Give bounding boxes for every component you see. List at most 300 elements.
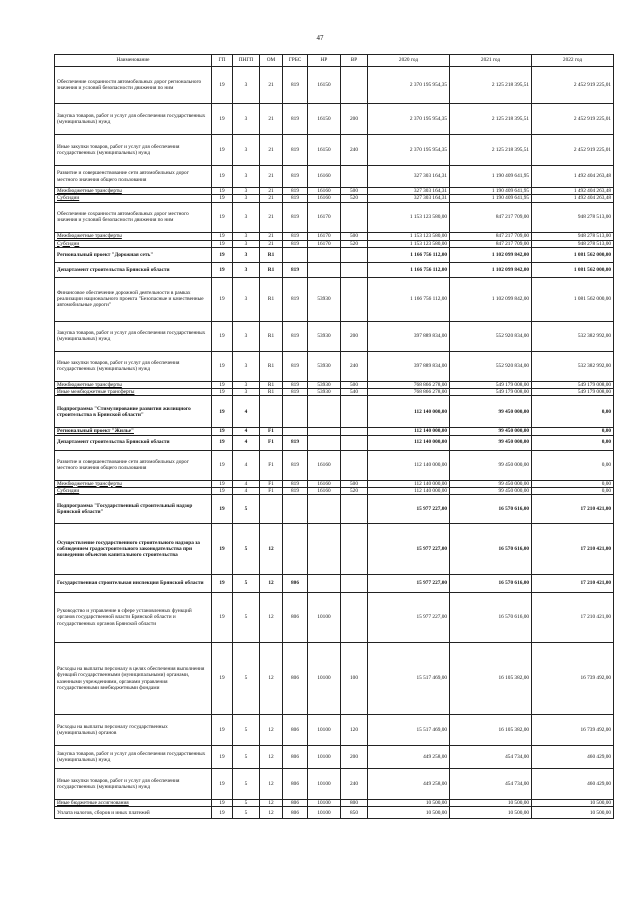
cell-2021: 16 570 616,00: [450, 524, 532, 575]
cell-grbs: 819: [283, 450, 308, 480]
table-row: [55, 769, 614, 800]
cell-vr: [341, 495, 368, 524]
cell-2021: 99 450 000,00: [450, 487, 532, 494]
cell-2021: 16 105 382,00: [450, 715, 532, 746]
cell-vr: 540: [341, 389, 368, 396]
cell-nr: 16150: [308, 67, 341, 104]
cell-grbs: 819: [283, 389, 308, 396]
cell-2020: 112 140 000,00: [368, 480, 450, 487]
cell-nr: [308, 495, 341, 524]
cell-grbs: 806: [283, 575, 308, 593]
cell-pngp: 3: [233, 195, 260, 202]
cell-vr: 500: [341, 480, 368, 487]
cell-gp: 19: [212, 232, 233, 240]
cell-om: R1: [260, 321, 283, 351]
cell-2021: 16 570 616,00: [450, 593, 532, 643]
cell-grbs: 819: [283, 435, 308, 450]
cell-om: 21: [260, 104, 283, 135]
cell-om: R1: [260, 351, 283, 381]
cell-gp: 19: [212, 351, 233, 381]
budget-table: [54, 54, 614, 819]
cell-om: 12: [260, 746, 283, 769]
cell-gp: 19: [212, 321, 233, 351]
cell-2020: 112 140 000,00: [368, 428, 450, 435]
cell-pngp: 5: [233, 643, 260, 715]
cell-2022: 17 210 421,00: [532, 524, 614, 575]
cell-nr: [308, 524, 341, 575]
cell-2022: 1 492 404 263,48: [532, 188, 614, 195]
cell-grbs: 819: [283, 104, 308, 135]
cell-gp: 19: [212, 487, 233, 494]
cell-gp: 19: [212, 195, 233, 202]
header-2022: 2022 год: [532, 55, 614, 67]
table-row: [55, 575, 614, 593]
cell-grbs: 819: [283, 262, 308, 277]
cell-om: R1: [260, 389, 283, 396]
cell-2022: 10 500,00: [532, 800, 614, 807]
cell-pngp: 3: [233, 104, 260, 135]
cell-2021: 99 450 000,00: [450, 428, 532, 435]
cell-nr: [308, 575, 341, 593]
cell-vr: 100: [341, 643, 368, 715]
cell-2022: 1 492 404 263,48: [532, 195, 614, 202]
cell-2021: 16 570 616,00: [450, 495, 532, 524]
cell-name: Развитие и совершенствование сети автомобильных дорог местного значения общего пользования: [55, 450, 212, 480]
cell-2022: 532 382 992,00: [532, 321, 614, 351]
cell-2021: 99 450 000,00: [450, 450, 532, 480]
cell-vr: 240: [341, 769, 368, 800]
cell-nr: 10100: [308, 643, 341, 715]
table-row: [55, 232, 614, 240]
cell-gp: 19: [212, 389, 233, 396]
cell-grbs: 806: [283, 715, 308, 746]
cell-grbs: [283, 396, 308, 428]
table-row: [55, 166, 614, 188]
cell-nr: [308, 262, 341, 277]
cell-pngp: 5: [233, 524, 260, 575]
cell-2021: 2 125 218 395,51: [450, 104, 532, 135]
cell-vr: 200: [341, 104, 368, 135]
cell-om: F1: [260, 487, 283, 494]
header-grbs: ГРБС: [283, 55, 308, 67]
cell-2021: 99 450 000,00: [450, 396, 532, 428]
cell-name: Субсидии: [55, 487, 212, 494]
table-row: [55, 746, 614, 769]
cell-2020: 397 889 834,00: [368, 321, 450, 351]
header-nr: НР: [308, 55, 341, 67]
cell-2020: 327 303 164,31: [368, 195, 450, 202]
cell-pngp: 3: [233, 67, 260, 104]
cell-2022: 2 452 919 225,01: [532, 104, 614, 135]
cell-vr: [341, 593, 368, 643]
cell-2020: 449 258,00: [368, 746, 450, 769]
header-2021: 2021 год: [450, 55, 532, 67]
cell-2020: 397 889 834,00: [368, 351, 450, 381]
cell-2022: 1 081 562 000,00: [532, 247, 614, 262]
cell-name: Межбюджетные трансферты: [55, 232, 212, 240]
cell-gp: 19: [212, 480, 233, 487]
cell-vr: [341, 396, 368, 428]
cell-grbs: 819: [283, 277, 308, 321]
cell-nr: 10100: [308, 715, 341, 746]
cell-grbs: 819: [283, 240, 308, 247]
cell-grbs: 806: [283, 807, 308, 819]
table-row: [55, 450, 614, 480]
cell-gp: 19: [212, 166, 233, 188]
cell-2020: 15 517 469,00: [368, 715, 450, 746]
table-row: [55, 593, 614, 643]
cell-name: Иные закупки товаров, работ и услуг для обеспечения государственных (муниципальных) нужд: [55, 135, 212, 166]
cell-2022: 17 210 421,00: [532, 495, 614, 524]
cell-om: 12: [260, 575, 283, 593]
cell-2022: 0,00: [532, 480, 614, 487]
cell-2021: 552 920 834,00: [450, 351, 532, 381]
cell-pngp: 3: [233, 188, 260, 195]
cell-gp: 19: [212, 188, 233, 195]
cell-nr: 16170: [308, 202, 341, 232]
cell-gp: 19: [212, 67, 233, 104]
table-row: [55, 389, 614, 396]
cell-om: 21: [260, 202, 283, 232]
cell-gp: 19: [212, 800, 233, 807]
cell-om: 12: [260, 524, 283, 575]
cell-2021: 1 190 409 641,95: [450, 166, 532, 188]
cell-pngp: 3: [233, 277, 260, 321]
cell-vr: 240: [341, 351, 368, 381]
cell-pngp: 5: [233, 800, 260, 807]
cell-2022: 460 429,00: [532, 769, 614, 800]
cell-2020: 327 303 164,31: [368, 166, 450, 188]
cell-name: Руководство и управление в сфере установленных функций органов государственной власти Брянской области и государственных органов Брянской области: [55, 593, 212, 643]
cell-pngp: 4: [233, 450, 260, 480]
cell-om: R1: [260, 247, 283, 262]
cell-om: 12: [260, 800, 283, 807]
cell-grbs: 806: [283, 643, 308, 715]
cell-name: Обеспечение сохранности автомобильных дорог местного значения и условий безопасности движения по ним: [55, 202, 212, 232]
cell-om: F1: [260, 450, 283, 480]
cell-grbs: 819: [283, 487, 308, 494]
cell-2022: 0,00: [532, 428, 614, 435]
cell-2021: 2 125 218 395,51: [450, 67, 532, 104]
cell-pngp: 3: [233, 389, 260, 396]
table-row: [55, 104, 614, 135]
cell-nr: 16160: [308, 188, 341, 195]
cell-2022: 0,00: [532, 487, 614, 494]
cell-gp: 19: [212, 575, 233, 593]
cell-vr: [341, 435, 368, 450]
cell-2022: 16 739 492,00: [532, 715, 614, 746]
cell-nr: 53930: [308, 381, 341, 388]
cell-2022: 460 429,00: [532, 746, 614, 769]
cell-vr: 520: [341, 487, 368, 494]
cell-om: R1: [260, 277, 283, 321]
header-om: ОМ: [260, 55, 283, 67]
table-row: [55, 195, 614, 202]
cell-gp: 19: [212, 435, 233, 450]
cell-vr: [341, 428, 368, 435]
cell-gp: 19: [212, 495, 233, 524]
cell-om: 21: [260, 195, 283, 202]
cell-name: Закупка товаров, работ и услуг для обеспечения государственных (муниципальных) нужд: [55, 746, 212, 769]
cell-2021: 454 734,00: [450, 746, 532, 769]
cell-nr: 53930: [308, 351, 341, 381]
cell-grbs: 819: [283, 321, 308, 351]
cell-gp: 19: [212, 715, 233, 746]
cell-pngp: 5: [233, 715, 260, 746]
cell-2021: 2 125 218 395,51: [450, 135, 532, 166]
header-gp: ГП: [212, 55, 233, 67]
cell-nr: 10100: [308, 746, 341, 769]
cell-2021: 549 179 008,00: [450, 381, 532, 388]
cell-2021: 1 102 099 842,00: [450, 247, 532, 262]
cell-nr: 16170: [308, 240, 341, 247]
cell-pngp: 5: [233, 495, 260, 524]
cell-nr: 16150: [308, 135, 341, 166]
cell-gp: 19: [212, 524, 233, 575]
cell-gp: 19: [212, 135, 233, 166]
cell-2021: 1 102 099 842,00: [450, 262, 532, 277]
cell-grbs: 806: [283, 593, 308, 643]
cell-pngp: 4: [233, 487, 260, 494]
cell-name: Межбюджетные трансферты: [55, 188, 212, 195]
table-row: [55, 262, 614, 277]
cell-om: F1: [260, 428, 283, 435]
cell-2022: 0,00: [532, 450, 614, 480]
cell-nr: [308, 396, 341, 428]
cell-om: 21: [260, 232, 283, 240]
cell-nr: 53930: [308, 277, 341, 321]
cell-2022: 17 210 421,00: [532, 593, 614, 643]
header-row: [55, 55, 614, 67]
cell-om: 21: [260, 188, 283, 195]
cell-om: [260, 495, 283, 524]
cell-gp: 19: [212, 396, 233, 428]
cell-nr: 53930: [308, 321, 341, 351]
cell-2022: 549 179 008,00: [532, 389, 614, 396]
table-row: [55, 188, 614, 195]
cell-grbs: 819: [283, 135, 308, 166]
cell-vr: 850: [341, 807, 368, 819]
table-row: [55, 135, 614, 166]
cell-om: 12: [260, 593, 283, 643]
cell-pngp: 3: [233, 381, 260, 388]
cell-2020: 327 303 164,31: [368, 188, 450, 195]
cell-grbs: 806: [283, 746, 308, 769]
cell-2020: 1 166 756 112,00: [368, 277, 450, 321]
cell-vr: 800: [341, 800, 368, 807]
table-row: [55, 715, 614, 746]
table-row: [55, 202, 614, 232]
cell-name: Финансовое обеспечение дорожной деятельности в рамках реализации национального проекта "Безопасные и качественные автомобильные дороги": [55, 277, 212, 321]
cell-om: 21: [260, 166, 283, 188]
cell-2021: 847 217 709,00: [450, 240, 532, 247]
cell-grbs: 819: [283, 480, 308, 487]
cell-om: [260, 396, 283, 428]
cell-name: Подпрограмма "Государственный строительный надзор Брянской области": [55, 495, 212, 524]
cell-nr: 10100: [308, 769, 341, 800]
cell-grbs: [283, 247, 308, 262]
cell-gp: 19: [212, 746, 233, 769]
cell-name: Департамент строительства Брянской области: [55, 262, 212, 277]
cell-name: Региональный проект "Жилье": [55, 428, 212, 435]
cell-om: 21: [260, 135, 283, 166]
header-name: Наименование: [55, 55, 212, 67]
cell-2021: 10 500,00: [450, 800, 532, 807]
cell-2020: 15 977 227,00: [368, 524, 450, 575]
cell-2021: 552 920 834,00: [450, 321, 532, 351]
cell-nr: 16160: [308, 195, 341, 202]
cell-pngp: 4: [233, 480, 260, 487]
cell-name: Уплата налогов, сборов и иных платежей: [55, 807, 212, 819]
header-vr: ВР: [341, 55, 368, 67]
cell-gp: 19: [212, 643, 233, 715]
cell-vr: 500: [341, 381, 368, 388]
cell-vr: [341, 247, 368, 262]
cell-2022: 0,00: [532, 435, 614, 450]
cell-grbs: 819: [283, 232, 308, 240]
cell-2020: 1 153 123 580,00: [368, 232, 450, 240]
cell-2020: 112 140 000,00: [368, 487, 450, 494]
table-row: [55, 807, 614, 819]
cell-gp: 19: [212, 202, 233, 232]
cell-pngp: 3: [233, 321, 260, 351]
cell-name: Иные межбюджетные трансферты: [55, 389, 212, 396]
table-row: [55, 381, 614, 388]
cell-vr: [341, 524, 368, 575]
cell-name: Осуществление государственного строительного надзора за соблюдением градостроительного законодательства при возведении объектов капитального строительства: [55, 524, 212, 575]
cell-vr: [341, 575, 368, 593]
table-row: [55, 351, 614, 381]
cell-name: Подпрограмма "Стимулирование развития жилищного строительства в Брянской области": [55, 396, 212, 428]
table-row: [55, 277, 614, 321]
cell-2022: 0,00: [532, 396, 614, 428]
cell-vr: [341, 67, 368, 104]
cell-gp: 19: [212, 247, 233, 262]
cell-2020: 10 500,00: [368, 800, 450, 807]
cell-name: Иные бюджетные ассигнования: [55, 800, 212, 807]
cell-om: 12: [260, 715, 283, 746]
cell-2020: 2 370 195 954,35: [368, 67, 450, 104]
cell-pngp: 3: [233, 202, 260, 232]
cell-2021: 1 190 409 641,95: [450, 195, 532, 202]
cell-vr: 520: [341, 240, 368, 247]
cell-nr: 16150: [308, 104, 341, 135]
cell-2021: 16 105 382,00: [450, 643, 532, 715]
table-row: [55, 800, 614, 807]
cell-name: Закупка товаров, работ и услуг для обеспечения государственных (муниципальных) нужд: [55, 104, 212, 135]
cell-2021: 1 190 409 641,95: [450, 188, 532, 195]
cell-name: Межбюджетные трансферты: [55, 381, 212, 388]
table-row: [55, 524, 614, 575]
cell-vr: 200: [341, 746, 368, 769]
cell-2020: 1 153 123 580,00: [368, 202, 450, 232]
cell-2022: 549 179 008,00: [532, 381, 614, 388]
cell-om: R1: [260, 381, 283, 388]
cell-2020: 112 140 000,00: [368, 396, 450, 428]
cell-2021: 847 217 709,00: [450, 232, 532, 240]
cell-2021: 99 450 000,00: [450, 480, 532, 487]
cell-vr: 120: [341, 715, 368, 746]
cell-grbs: [283, 428, 308, 435]
cell-pngp: 3: [233, 247, 260, 262]
cell-gp: 19: [212, 428, 233, 435]
cell-2020: 449 258,00: [368, 769, 450, 800]
cell-nr: 16160: [308, 487, 341, 494]
cell-name: Межбюджетные трансферты: [55, 480, 212, 487]
cell-2022: 948 278 513,00: [532, 240, 614, 247]
cell-vr: 500: [341, 188, 368, 195]
cell-om: 12: [260, 643, 283, 715]
cell-name: Департамент строительства Брянской области: [55, 435, 212, 450]
cell-name: Расходы на выплаты персоналу в целях обеспечения выполнения функций государственными (муниципальными) органами, казенными учреждениями, органами управления государственными внебюджетными фондами: [55, 643, 212, 715]
cell-grbs: 819: [283, 351, 308, 381]
cell-2022: 2 452 919 225,01: [532, 67, 614, 104]
cell-2020: 768 866 278,00: [368, 381, 450, 388]
table-row: [55, 643, 614, 715]
cell-pngp: 3: [233, 232, 260, 240]
table-row: [55, 396, 614, 428]
cell-gp: 19: [212, 240, 233, 247]
cell-grbs: 806: [283, 769, 308, 800]
cell-pngp: 3: [233, 262, 260, 277]
cell-2020: 15 977 227,00: [368, 593, 450, 643]
cell-om: 12: [260, 769, 283, 800]
cell-pngp: 5: [233, 807, 260, 819]
cell-gp: 19: [212, 104, 233, 135]
cell-grbs: [283, 524, 308, 575]
cell-grbs: 806: [283, 800, 308, 807]
cell-2022: 16 739 492,00: [532, 643, 614, 715]
cell-name: Закупка товаров, работ и услуг для обеспечения государственных (муниципальных) нужд: [55, 321, 212, 351]
cell-name: Развитие и совершенствование сети автомобильных дорог местного значения общего пользования: [55, 166, 212, 188]
cell-nr: [308, 247, 341, 262]
cell-name: Региональный проект "Дорожная сеть": [55, 247, 212, 262]
table-row: [55, 321, 614, 351]
cell-name: Государственная строительная инспекция Брянской области: [55, 575, 212, 593]
cell-gp: 19: [212, 277, 233, 321]
table-row: [55, 487, 614, 494]
cell-vr: 200: [341, 321, 368, 351]
cell-grbs: 819: [283, 195, 308, 202]
cell-vr: [341, 202, 368, 232]
header-2020: 2020 год: [368, 55, 450, 67]
cell-om: 21: [260, 67, 283, 104]
cell-2021: 454 734,00: [450, 769, 532, 800]
cell-name: Иные закупки товаров, работ и услуг для обеспечения государственных (муниципальных) нужд: [55, 769, 212, 800]
page-number: 47: [316, 34, 324, 42]
cell-pngp: 5: [233, 769, 260, 800]
cell-2020: 768 866 278,00: [368, 389, 450, 396]
cell-grbs: [283, 495, 308, 524]
cell-pngp: 5: [233, 593, 260, 643]
cell-nr: [308, 435, 341, 450]
cell-grbs: 819: [283, 166, 308, 188]
cell-2022: 1 081 562 000,00: [532, 277, 614, 321]
cell-2022: 948 278 513,00: [532, 202, 614, 232]
cell-gp: 19: [212, 381, 233, 388]
cell-nr: 53930: [308, 389, 341, 396]
cell-nr: 10100: [308, 593, 341, 643]
cell-vr: 520: [341, 195, 368, 202]
cell-nr: 16160: [308, 450, 341, 480]
table-row: [55, 428, 614, 435]
cell-om: F1: [260, 480, 283, 487]
cell-grbs: 819: [283, 202, 308, 232]
cell-vr: [341, 262, 368, 277]
cell-2022: 10 500,00: [532, 807, 614, 819]
cell-vr: [341, 166, 368, 188]
cell-nr: 16160: [308, 166, 341, 188]
